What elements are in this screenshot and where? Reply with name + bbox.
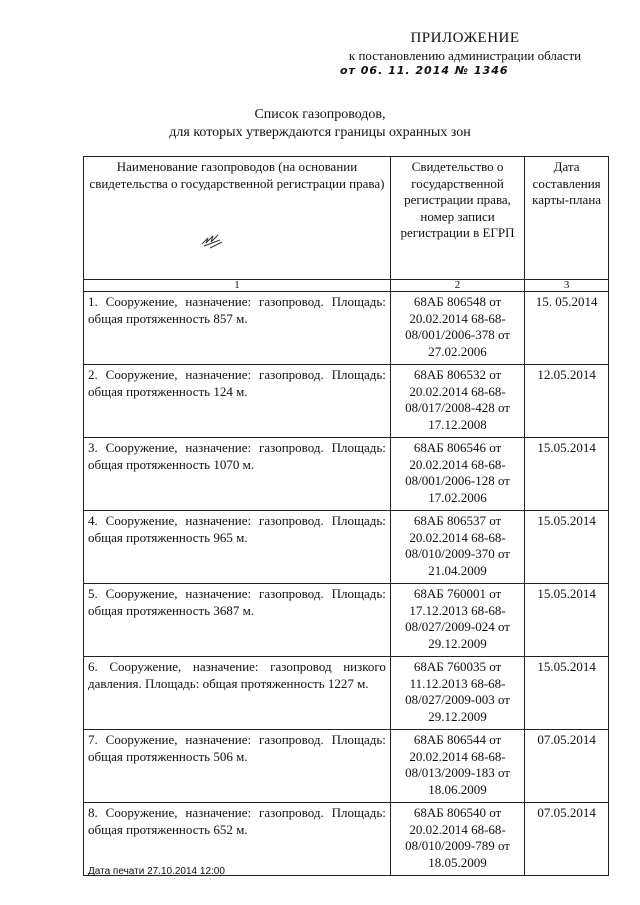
column-number: 2 [390,280,524,292]
handwritten-date-number: от 06. 11. 2014 № 1346 [340,64,509,77]
certificate-cell: 68АБ 806544 от 20.02.2014 68-68-08/013/2009-183 от 18.06.2009 [390,730,524,803]
pipeline-name-cell: 8. Сооружение, назначение: газопровод. Площадь: общая протяженность 652 м. [84,803,391,876]
ink-scribble-mark [200,230,226,250]
plan-date-cell: 15.05.2014 [525,584,609,657]
document-title [120,106,520,142]
pipeline-name-cell: 5. Сооружение, назначение: газопровод. Площадь: общая протяженность 3687 м. [84,584,391,657]
document-header [300,30,630,77]
certificate-cell: 68АБ 806540 от 20.02.2014 68-68-08/010/2009-789 от 18.05.2009 [390,803,524,876]
certificate-cell: 68АБ 760001 от 17.12.2013 68-68-08/027/2009-024 от 29.12.2009 [390,584,524,657]
table-row [84,365,609,438]
pipeline-name-cell: 2. Сооружение, назначение: газопровод. Площадь: общая протяженность 124 м. [84,365,391,438]
plan-date-cell: 15. 05.2014 [525,292,609,365]
column-numbers-row [84,280,609,292]
certificate-cell: 68АБ 806546 от 20.02.2014 68-68-08/001/2006-128 от 17.02.2006 [390,438,524,511]
plan-date-cell: 07.05.2014 [525,803,609,876]
table-row [84,803,609,876]
plan-date-cell: 15.05.2014 [525,438,609,511]
plan-date-cell: 07.05.2014 [525,730,609,803]
plan-date-cell: 15.05.2014 [525,511,609,584]
table-row [84,292,609,365]
table-row [84,730,609,803]
pipeline-name-cell: 1. Сооружение, назначение: газопровод. Площадь: общая протяженность 857 м. [84,292,391,365]
header-name: Наименование газопроводов (на основании свидетельства о государственной регистрации права) [84,157,391,280]
appendix-title: ПРИЛОЖЕНИЕ [410,30,520,46]
table-row [84,584,609,657]
plan-date-cell: 12.05.2014 [525,365,609,438]
table-row [84,657,609,730]
plan-date-cell: 15.05.2014 [525,657,609,730]
table-header-row [84,157,609,280]
column-number: 3 [525,280,609,292]
pipeline-name-cell: 4. Сооружение, назначение: газопровод. Площадь: общая протяженность 965 м. [84,511,391,584]
document-title-line-1: Список газопроводов, [254,107,386,122]
certificate-cell: 68АБ 806537 от 20.02.2014 68-68-08/010/2009-370 от 21.04.2009 [390,511,524,584]
certificate-cell: 68АБ 806548 от 20.02.2014 68-68-08/001/2006-378 от 27.02.2006 [390,292,524,365]
appendix-subtitle: к постановлению администрации области [348,48,582,63]
certificate-cell: 68АБ 806532 от 20.02.2014 68-68-08/017/2008-428 от 17.12.2008 [390,365,524,438]
pipeline-name-cell: 6. Сооружение, назначение: газопровод низкого давления. Площадь: общая протяженность 1227 м. [84,657,391,730]
table-row [84,438,609,511]
document-title-line-2: для которых утверждаются границы охранных зон [169,125,471,140]
pipeline-name-cell: 7. Сооружение, назначение: газопровод. Площадь: общая протяженность 506 м. [84,730,391,803]
pipeline-name-cell: 3. Сооружение, назначение: газопровод. Площадь: общая протяженность 1070 м. [84,438,391,511]
certificate-cell: 68АБ 760035 от 11.12.2013 68-68-08/027/2009-003 от 29.12.2009 [390,657,524,730]
column-number: 1 [84,280,391,292]
header-date: Дата составления карты-плана [525,157,609,280]
table-row [84,511,609,584]
pipelines-table [83,156,609,876]
header-certificate: Свидетельство о государственной регистрации права, номер записи регистрации в ЕГРП [390,157,524,280]
print-date-footer: Дата печати 27.10.2014 12:00 [88,866,225,877]
